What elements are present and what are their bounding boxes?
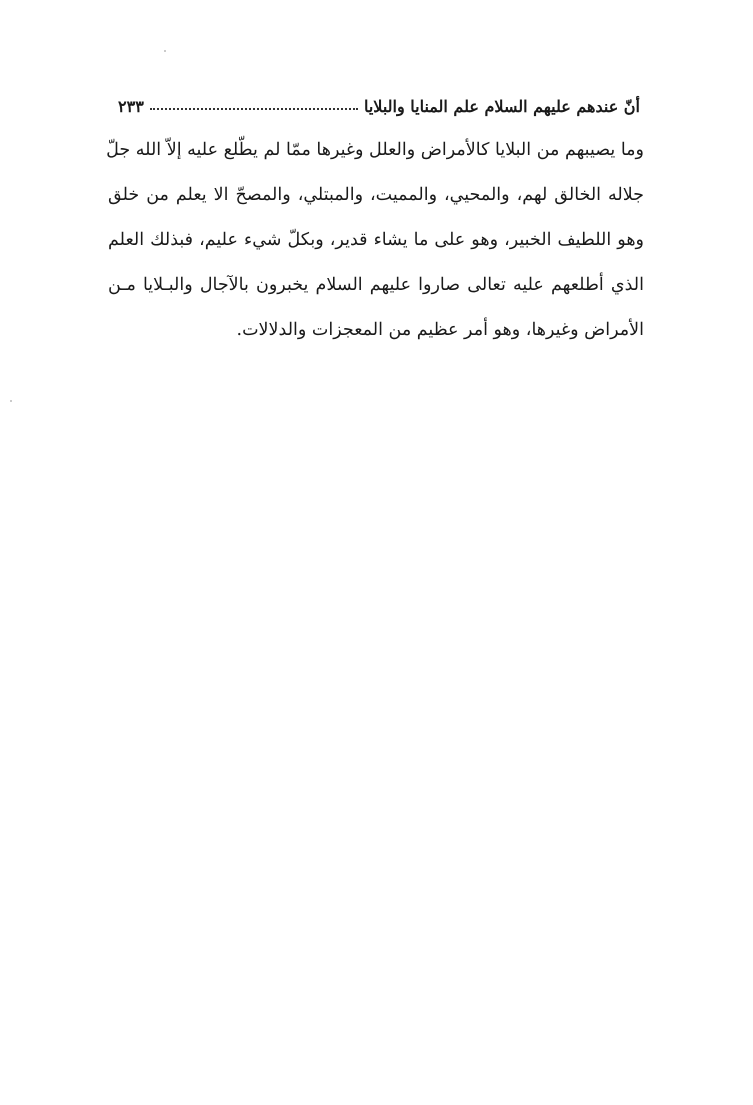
running-header: [118, 88, 640, 116]
text-line: الأمراض وغيرها، وهو أمر عظيم من المعجزات والدلالات.: [236, 320, 644, 340]
text-line: الذي أطلعهم عليه تعالى صاروا عليهم السلام يخبرون بالآجال والبـلايا مـن: [108, 275, 644, 295]
scan-speck: [10, 400, 12, 402]
text-line: جلاله الخالق لهم، والمحيي، والمميت، والمبتلي، والمصحّ الا يعلم من خلق: [108, 185, 644, 205]
page-number: ٢٣٣: [118, 97, 144, 116]
dot-leader: [150, 108, 358, 110]
body-paragraph: [108, 128, 644, 353]
scan-speck: [164, 50, 166, 52]
chapter-title: أنّ عندهم عليهم السلام علم المنايا والبلايا: [363, 97, 640, 116]
text-line: وما يصيبهم من البلايا كالأمراض والعلل وغيرها ممّا لم يطّلع عليه إلاّ الله جلّ: [106, 140, 644, 160]
text-line: وهو اللطيف الخبير، وهو على ما يشاء قدير، وبكلّ شيء عليم، فبذلك العلم: [108, 230, 644, 250]
